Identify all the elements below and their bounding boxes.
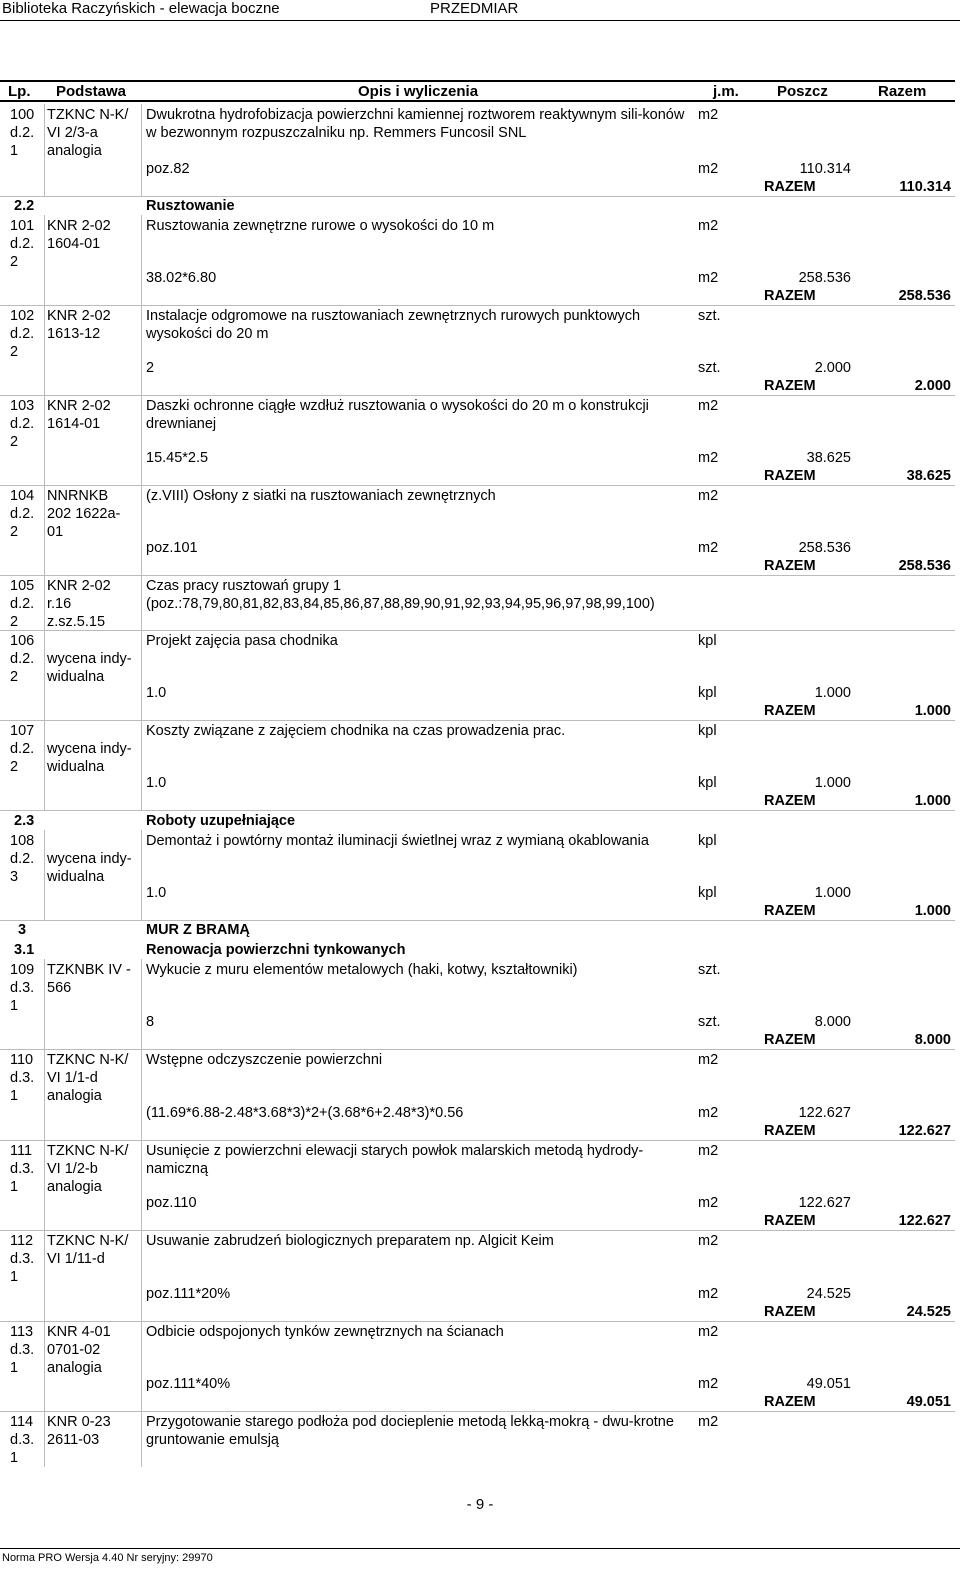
item-jm: m2 <box>698 1143 719 1159</box>
item-lp: 113 d.3. 1 <box>10 1324 35 1376</box>
table-row <box>0 720 955 810</box>
item-opis: Dwukrotna hydrofobizacja powierzchni kamiennej roztworem reaktywnym sili-konów w bezwonnym rozpuszczalniku np. Remmers Funcosil SNL <box>146 107 685 141</box>
razem-value: 110.314 <box>899 179 951 195</box>
item-calc-value: 1.000 <box>814 775 851 791</box>
item-calc-value: 122.627 <box>798 1105 851 1121</box>
item-calc: 1.0 <box>146 885 167 901</box>
page-number: - 9 - <box>466 1496 494 1513</box>
razem-value: 2.000 <box>914 378 951 394</box>
item-opis: Instalacje odgromowe na rusztowaniach zewnętrznych rurowych punktowych wysokości do 20 m <box>146 308 641 342</box>
item-calc-jm: szt. <box>698 360 721 376</box>
item-calc-value: 8.000 <box>814 1014 851 1030</box>
item-calc: 1.0 <box>146 685 167 701</box>
razem-value: 1.000 <box>914 903 951 919</box>
col-podstawa: Podstawa <box>56 83 127 100</box>
col-razem: Razem <box>878 83 927 100</box>
item-opis: Demontaż i powtórny montaż iluminacji świetlnej wraz z wymianą okablowania <box>146 833 649 849</box>
table-header <box>0 80 955 102</box>
table-row <box>0 395 955 485</box>
col-poszcz: Poszcz <box>777 83 828 100</box>
section-title: Rusztowanie <box>146 198 235 214</box>
razem-label: RAZEM <box>764 1213 816 1229</box>
section-title: MUR Z BRAMĄ <box>146 922 250 938</box>
razem-label: RAZEM <box>764 1032 816 1048</box>
table-row <box>0 1140 955 1230</box>
item-opis: Koszty związane z zajęciem chodnika na czas prowadzenia prac. <box>146 723 566 739</box>
razem-value: 122.627 <box>898 1213 951 1229</box>
razem-label: RAZEM <box>764 558 816 574</box>
item-lp: 101 d.2. 2 <box>10 218 35 270</box>
item-opis: Przygotowanie starego podłoża pod docieplenie metodą lekką-mokrą - dwu-krotne gruntowanie emulsją <box>146 1414 674 1448</box>
table-row <box>0 959 955 1049</box>
item-calc: (poz.:78,79,80,81,82,83,84,85,86,87,88,89,90,91,92,93,94,95,96,97,98,99,100) <box>146 596 655 612</box>
table-row <box>0 215 955 305</box>
item-jm: kpl <box>698 633 717 649</box>
item-calc: (11.69*6.88-2.48*3.68*3)*2+(3.68*6+2.48*3)*0.56 <box>146 1105 464 1121</box>
razem-label: RAZEM <box>764 703 816 719</box>
item-jm: m2 <box>698 398 719 414</box>
razem-label: RAZEM <box>764 1394 816 1410</box>
item-lp: 110 d.3. 1 <box>10 1052 35 1104</box>
razem-label: RAZEM <box>764 1123 816 1139</box>
table-row <box>0 630 955 720</box>
item-lp: 108 d.2. 3 <box>10 833 35 885</box>
item-calc-value: 258.536 <box>798 270 851 286</box>
razem-value: 8.000 <box>914 1032 951 1048</box>
item-podstawa: TZKNC N-K/ VI 1/2-b analogia <box>47 1143 129 1195</box>
item-jm: m2 <box>698 1052 719 1068</box>
item-opis: Daszki ochronne ciągłe wzdłuż rusztowania o wysokości do 20 m o konstrukcji drewnianej <box>146 398 649 432</box>
item-calc-jm: m2 <box>698 450 719 466</box>
razem-value: 122.627 <box>898 1123 951 1139</box>
item-podstawa: TZKNBK IV - 566 <box>47 962 131 996</box>
item-podstawa: KNR 2-02 1613-12 <box>47 308 111 342</box>
item-calc: poz.110 <box>146 1195 197 1211</box>
table-row <box>0 104 955 196</box>
item-jm: szt. <box>698 308 721 324</box>
item-calc: poz.101 <box>146 540 198 556</box>
item-jm: m2 <box>698 1233 719 1249</box>
item-calc: 2 <box>146 360 155 376</box>
item-jm: m2 <box>698 488 719 504</box>
razem-value: 1.000 <box>914 793 951 809</box>
col-jm: j.m. <box>713 83 739 100</box>
table-row <box>0 830 955 920</box>
item-calc-value: 122.627 <box>798 1195 851 1211</box>
col-opis: Opis i wyliczenia <box>358 83 479 100</box>
col-lp: Lp. <box>8 83 31 100</box>
item-opis: Odbicie odspojonych tynków zewnętrznych na ścianach <box>146 1324 504 1340</box>
razem-value: 49.051 <box>906 1394 951 1410</box>
item-podstawa: KNR 0-23 2611-03 <box>47 1414 111 1448</box>
item-calc-jm: kpl <box>698 775 717 791</box>
item-calc: 15.45*2.5 <box>146 450 209 466</box>
razem-label: RAZEM <box>764 903 816 919</box>
item-opis: Usunięcie z powierzchni elewacji starych powłok malarskich metodą hydrody-namiczną <box>146 1143 644 1177</box>
footer-rule <box>0 1548 960 1549</box>
section-number: 3.1 <box>14 942 35 958</box>
razem-label: RAZEM <box>764 1304 816 1320</box>
razem-value: 1.000 <box>914 703 951 719</box>
razem-value: 258.536 <box>898 558 951 574</box>
item-jm: m2 <box>698 1324 719 1340</box>
item-calc-jm: m2 <box>698 1286 719 1302</box>
item-calc-jm: szt. <box>698 1014 721 1030</box>
razem-label: RAZEM <box>764 288 816 304</box>
item-jm: kpl <box>698 723 717 739</box>
item-calc-value: 49.051 <box>806 1376 851 1392</box>
item-podstawa: wycena indy- widualna <box>47 651 132 685</box>
software-info: Norma PRO Wersja 4.40 Nr seryjny: 29970 <box>2 1552 213 1564</box>
item-lp: 112 d.3. 1 <box>10 1233 35 1285</box>
razem-value: 258.536 <box>898 288 951 304</box>
razem-label: RAZEM <box>764 793 816 809</box>
item-jm: szt. <box>698 962 721 978</box>
table-row <box>0 1049 955 1140</box>
item-calc-jm: m2 <box>698 540 719 556</box>
item-lp: 100 d.2. 1 <box>10 107 35 159</box>
item-calc-jm: m2 <box>698 1105 719 1121</box>
header-rule <box>0 20 960 21</box>
item-calc: 1.0 <box>146 775 167 791</box>
item-lp: 107 d.2. 2 <box>10 723 35 775</box>
item-opis: (z.VIII) Osłony z siatki na rusztowaniach zewnętrznych <box>146 488 496 504</box>
razem-label: RAZEM <box>764 378 816 394</box>
item-jm: m2 <box>698 107 719 123</box>
table-row <box>0 1411 955 1467</box>
table-row <box>0 485 955 575</box>
razem-value: 38.625 <box>906 468 951 484</box>
item-podstawa: wycena indy- widualna <box>47 741 132 775</box>
item-podstawa: NNRNKB 202 1622a- 01 <box>47 488 121 540</box>
document-subtitle: PRZEDMIAR <box>430 0 519 17</box>
item-jm: kpl <box>698 833 717 849</box>
table-row <box>0 1230 955 1321</box>
section-number: 2.2 <box>14 198 35 214</box>
item-podstawa: TZKNC N-K/ VI 1/11-d <box>47 1233 129 1267</box>
item-lp: 105 d.2. 2 <box>10 578 35 630</box>
razem-label: RAZEM <box>764 468 816 484</box>
table-row <box>0 305 955 395</box>
item-lp: 103 d.2. 2 <box>10 398 35 450</box>
item-podstawa: wycena indy- widualna <box>47 851 132 885</box>
item-calc-jm: m2 <box>698 161 719 177</box>
item-calc: poz.82 <box>146 161 190 177</box>
item-calc-value: 258.536 <box>798 540 851 556</box>
item-calc-jm: kpl <box>698 685 717 701</box>
section-title: Roboty uzupełniające <box>146 813 296 829</box>
table-row <box>0 575 955 630</box>
item-calc-value: 110.314 <box>799 161 851 177</box>
item-opis: Czas pracy rusztowań grupy 1 <box>146 578 342 594</box>
item-jm: m2 <box>698 1414 719 1430</box>
item-lp: 111 d.3. 1 <box>10 1143 35 1195</box>
item-calc: 8 <box>146 1014 155 1030</box>
item-calc-jm: m2 <box>698 270 719 286</box>
section-title: Renowacja powierzchni tynkowanych <box>146 942 406 958</box>
item-lp: 106 d.2. 2 <box>10 633 35 685</box>
item-lp: 102 d.2. 2 <box>10 308 35 360</box>
item-calc: 38.02*6.80 <box>146 270 217 286</box>
item-podstawa: TZKNC N-K/ VI 1/1-d analogia <box>47 1052 129 1104</box>
item-podstawa: TZKNC N-K/ VI 2/3-a analogia <box>47 107 129 159</box>
item-calc-value: 1.000 <box>814 685 851 701</box>
item-podstawa: KNR 4-01 0701-02 analogia <box>47 1324 111 1376</box>
item-calc-value: 24.525 <box>806 1286 851 1302</box>
item-calc-jm: m2 <box>698 1195 719 1211</box>
item-lp: 114 d.3. 1 <box>10 1414 35 1466</box>
item-podstawa: KNR 2-02 1604-01 <box>47 218 111 252</box>
item-opis: Projekt zajęcia pasa chodnika <box>146 633 338 649</box>
item-podstawa: KNR 2-02 r.16 z.sz.5.15 <box>47 578 111 630</box>
item-calc-jm: kpl <box>698 885 717 901</box>
item-calc-value: 38.625 <box>806 450 851 466</box>
item-lp: 109 d.3. 1 <box>10 962 35 1014</box>
item-opis: Rusztowania zewnętrzne rurowe o wysokości do 10 m <box>146 218 495 234</box>
item-calc-value: 2.000 <box>814 360 851 376</box>
item-opis: Usuwanie zabrudzeń biologicznych preparatem np. Algicit Keim <box>146 1233 554 1249</box>
razem-value: 24.525 <box>906 1304 951 1320</box>
item-calc: poz.111*40% <box>146 1376 231 1392</box>
section-number: 2.3 <box>14 813 35 829</box>
item-podstawa: KNR 2-02 1614-01 <box>47 398 111 432</box>
item-lp: 104 d.2. 2 <box>10 488 35 540</box>
item-calc-jm: m2 <box>698 1376 719 1392</box>
item-jm: m2 <box>698 218 719 234</box>
table-row <box>0 1321 955 1411</box>
item-opis: Wstępne odczyszczenie powierzchni <box>146 1052 383 1068</box>
item-calc-value: 1.000 <box>814 885 851 901</box>
item-calc: poz.111*20% <box>146 1286 231 1302</box>
page-header <box>0 0 960 18</box>
document-title: Biblioteka Raczyńskich - elewacja boczne <box>2 0 280 17</box>
section-number: 3 <box>18 922 27 938</box>
item-opis: Wykucie z muru elementów metalowych (haki, kotwy, kształtowniki) <box>146 962 578 978</box>
razem-label: RAZEM <box>764 179 816 195</box>
